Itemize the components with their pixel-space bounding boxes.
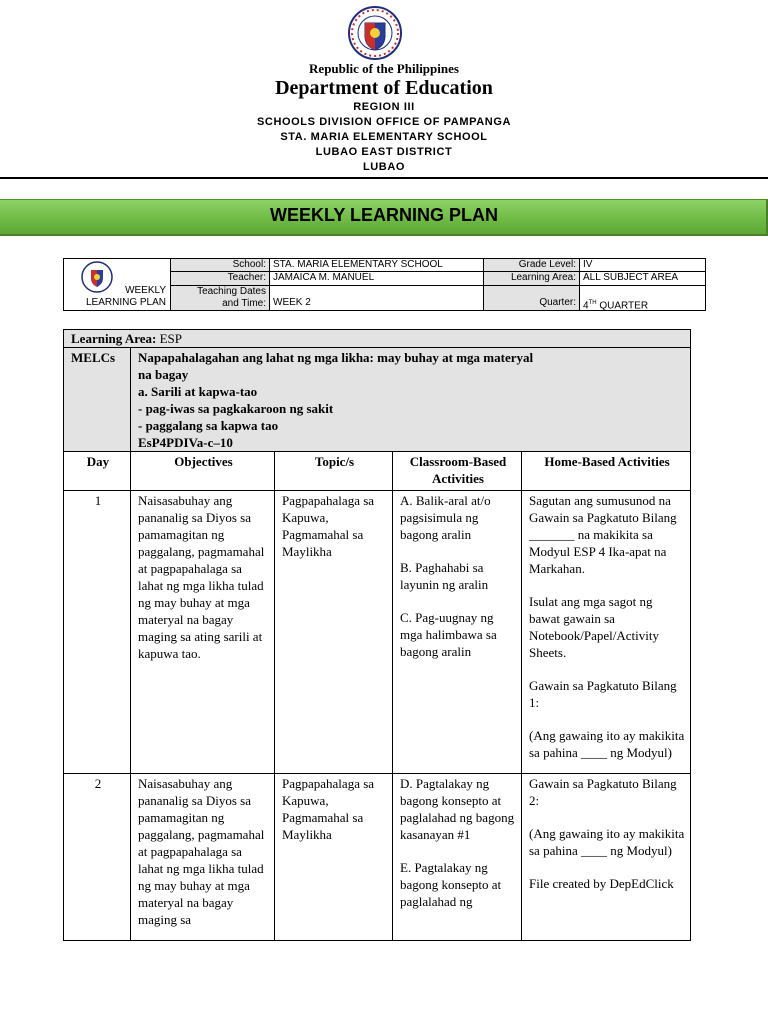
classroom-item: D. Pagtalakay ng bagong konsepto at paglalahad ng bagong kasanayan #1 (400, 776, 515, 842)
column-header-day: Day (64, 452, 131, 491)
district-heading: LUBAO EAST DISTRICT (315, 146, 453, 158)
info-left-line1: WEEKLY (125, 285, 166, 296)
republic-heading: Republic of the Philippines (309, 61, 459, 76)
melcs-line: - pag-iwas sa pagkakaroon ng sakit (138, 401, 334, 416)
teaching-dates-label-line1: Teaching Dates (197, 286, 266, 297)
day-cell: 2 (64, 774, 131, 941)
melcs-line: - paggalang sa kapwa tao (138, 418, 279, 433)
objectives-cell: Naisasabuhay ang pananalig sa Diyos sa pamamagitan ng paggalang, pagmamahal at pagpapahalaga sa lahat ng mga likha tulad ng may buhay at mga materyal na bagay maging sa (131, 774, 275, 941)
learning-area-value: ALL SUBJECT AREA (579, 271, 705, 285)
melcs-line: Napapahalagahan ang lahat ng mga likha: may buhay at mga materyal (138, 350, 534, 365)
school-value: STA. MARIA ELEMENTARY SCHOOL (269, 259, 483, 271)
column-header-row (64, 452, 691, 491)
day-cell: 1 (64, 491, 131, 774)
classroom-item: B. Paghahabi sa layunin ng aralin (400, 560, 489, 592)
banner-title: WEEKLY LEARNING PLAN (269, 205, 499, 225)
learning-plan-table (63, 329, 691, 941)
town-heading: LUBAO (362, 161, 406, 173)
header-divider (0, 177, 768, 179)
topic-cell: Pagpapahalaga sa Kapuwa, Pagmamahal sa Maylikha (275, 774, 393, 941)
learning-area-label: Learning Area: (483, 271, 579, 285)
deped-seal-logo (345, 6, 405, 60)
home-item: Gawain sa Pagkatuto Bilang 2: (529, 776, 677, 808)
teacher-value: JAMAICA M. MANUEL (269, 271, 483, 285)
column-header-home: Home-Based Activities (522, 452, 691, 491)
home-item: (Ang gawaing ito ay makikita sa pahina ____ ng Modyul) (529, 728, 685, 760)
department-heading: Department of Education (275, 77, 493, 99)
classroom-item: A. Balik-aral at/o pagsisimula ng bagong aralin (400, 493, 491, 542)
home-item: Gawain sa Pagkatuto Bilang 1: (529, 678, 677, 710)
quarter-label: Quarter: (483, 285, 579, 310)
teaching-dates-value: WEEK 2 (269, 285, 483, 310)
teaching-dates-label-line2: and Time: (222, 298, 266, 309)
grade-value: IV (579, 259, 705, 271)
teaching-dates-label (171, 285, 269, 310)
info-left-label (66, 285, 166, 309)
learning-area-label: Learning Area: (71, 331, 157, 346)
quarter-text: QUARTER (596, 300, 649, 310)
classroom-item: C. Pag-uugnay ng mga halimbawa sa bagong aralin (400, 610, 497, 659)
column-header-objectives: Objectives (131, 452, 275, 491)
table-row (64, 774, 691, 941)
objectives-cell: Naisasabuhay ang pananalig sa Diyos sa pamamagitan ng paggalang, pagmamahal at pagpapahalaga sa lahat ng mga likha tulad ng may buhay at mga materyal na bagay maging sa ating sarili at kapuwa tao. (131, 491, 275, 774)
classroom-cell (393, 774, 522, 941)
learning-area-row (64, 330, 691, 348)
melcs-content (131, 348, 691, 452)
home-cell (522, 774, 691, 941)
melcs-line: na bagay (138, 367, 189, 382)
teacher-label: Teacher: (171, 271, 269, 285)
classroom-item: E. Pagtalakay ng bagong konsepto at paglalahad ng (400, 860, 502, 909)
home-item: (Ang gawaing ito ay makikita sa pahina ____ ng Modyul) (529, 826, 685, 858)
quarter-superscript: TH (588, 300, 597, 306)
melcs-line: a. Sarili at kapwa-tao (138, 384, 258, 399)
learning-area-value: ESP (156, 331, 182, 346)
division-heading: SCHOOLS DIVISION OFFICE OF PAMPANGA (256, 116, 512, 128)
classroom-cell (393, 491, 522, 774)
quarter-value (579, 285, 705, 310)
school-heading: STA. MARIA ELEMENTARY SCHOOL (280, 131, 488, 143)
home-item: Isulat ang mga sagot ng bawat gawain sa Notebook/Papel/Activity Sheets. (529, 594, 659, 660)
table-row (64, 491, 691, 774)
quarter-number: 4 (583, 300, 589, 310)
learning-area-cell (64, 330, 691, 348)
school-label: School: (171, 259, 269, 271)
home-item: Sagutan ang sumusunod na Gawain sa Pagkatuto Bilang _______ na makikita sa Modyul ESP 4 Ika-apat na Markahan. (529, 493, 677, 576)
melcs-label: MELCs (64, 348, 131, 452)
topic-cell: Pagpapahalaga sa Kapuwa, Pagmamahal sa Maylikha (275, 491, 393, 774)
region-heading: REGION III (353, 101, 415, 113)
home-item: File created by DepEdClick (529, 876, 674, 891)
melcs-row (64, 348, 691, 452)
column-header-topics: Topic/s (275, 452, 393, 491)
home-cell (522, 491, 691, 774)
grade-label: Grade Level: (483, 259, 579, 271)
info-left-line2: LEARNING PLAN (85, 297, 166, 308)
column-header-classroom: Classroom-Based Activities (393, 452, 522, 491)
melcs-line: EsP4PDIVa-c–10 (138, 435, 233, 450)
